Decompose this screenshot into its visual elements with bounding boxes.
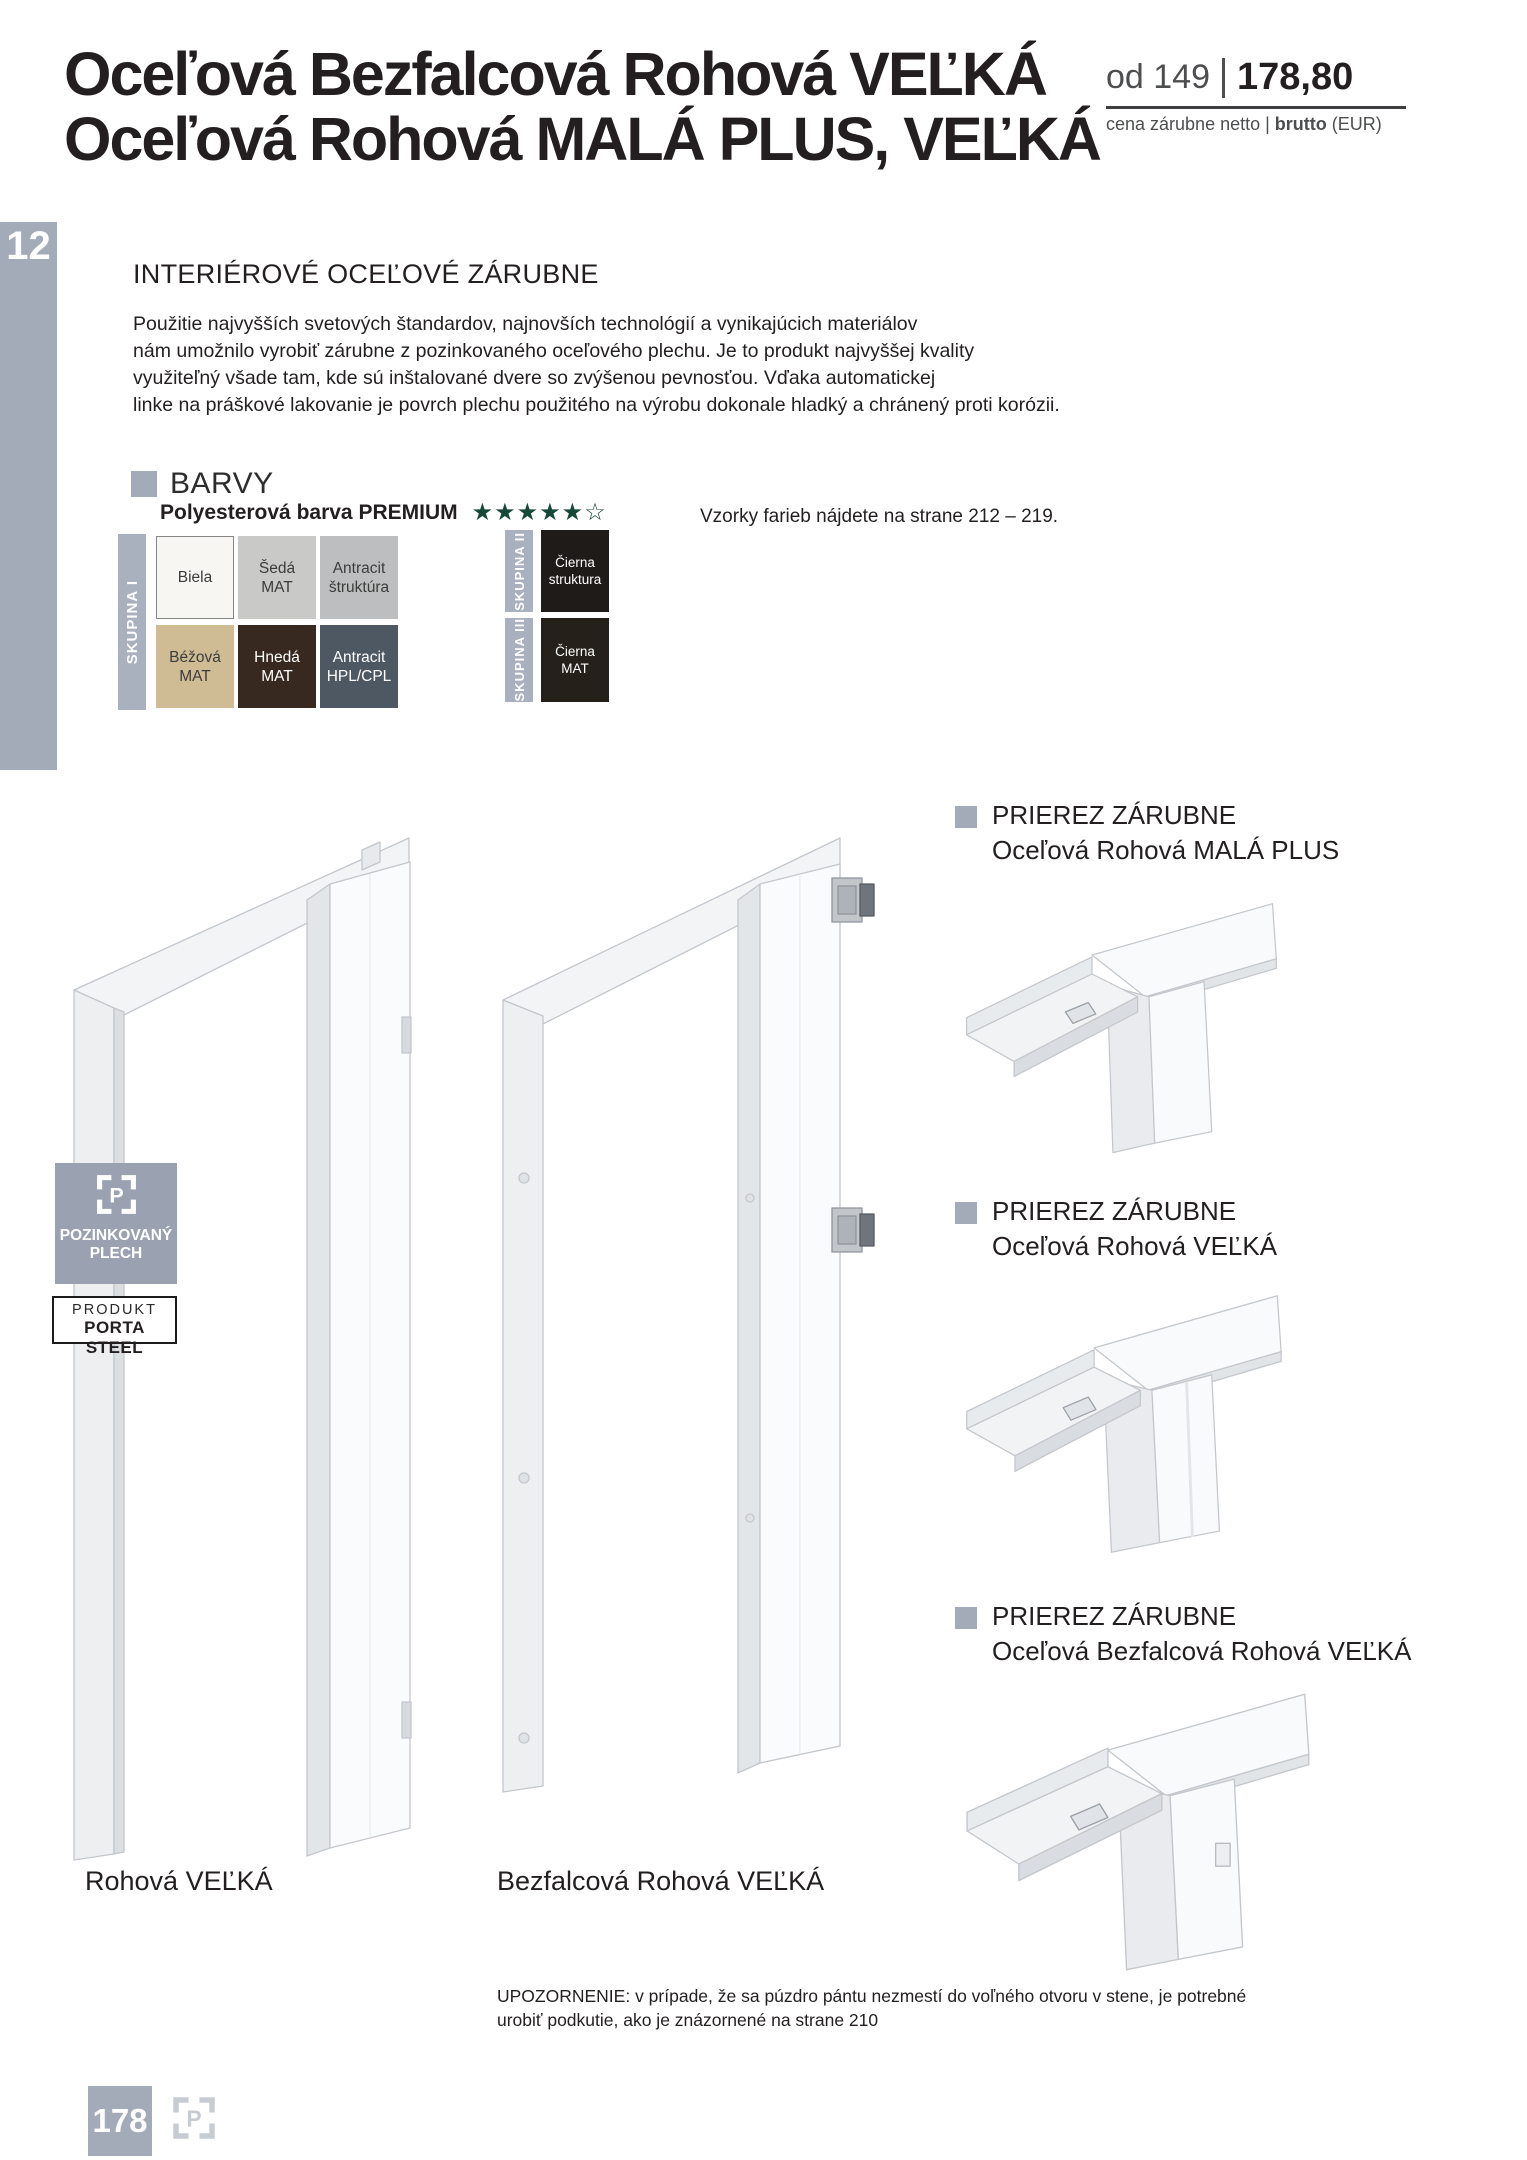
hinge-icon <box>832 878 874 922</box>
intro-line: využiteľný všade tam, kde sú inštalované dvere so zvýšenou pevnosťou. Vďaka automatickej <box>133 367 936 389</box>
chapter-tab: 12 <box>0 222 57 770</box>
product-box-line-2: PORTA STEEL <box>84 1318 145 1357</box>
group-bar-skupina-3 <box>505 618 533 702</box>
prierez-heading: PRIEREZ ZÁRUBNE <box>992 1196 1237 1226</box>
group-bar-skupina-2 <box>505 530 533 612</box>
warning-note <box>497 1984 1246 2032</box>
group-bar-skupina-1 <box>118 534 146 710</box>
square-bullet-icon <box>955 1607 977 1629</box>
product-box-line-1: PRODUKT <box>72 1302 157 1318</box>
pozinkovany-plech-badge <box>55 1163 177 1284</box>
section-diagram-mala-plus <box>948 898 1293 1164</box>
color-swatch-antracit-struktura <box>320 536 398 619</box>
intro-line: nám umožnilo vyrobiť zárubne z pozinkovaného oceľového plechu. Je to produkt najvyššej kvality <box>133 340 975 362</box>
price-divider <box>1106 106 1406 109</box>
swatch-label: Antracit <box>332 648 386 666</box>
prierez-section-2-heading <box>992 1194 1277 1264</box>
price-netto: od 149 <box>1106 58 1210 96</box>
swatch-label: Antracit <box>332 559 386 577</box>
price-brutto: 178,80 <box>1237 56 1354 98</box>
swatch-label: MAT <box>261 578 293 596</box>
warning-line-1: UPOZORNENIE: v prípade, že sa púzdro pántu nezmestí do voľného otvoru v stene, je potrebné <box>497 1986 1247 2006</box>
color-swatch-biela <box>156 536 234 619</box>
star-empty: ☆ <box>584 499 607 526</box>
price-caption-post: (EUR) <box>1326 114 1382 134</box>
frame-illustration-bezfalcova-rohova-velka <box>488 818 893 1796</box>
swatch-label: MAT <box>561 661 589 676</box>
price-separator <box>1222 58 1225 98</box>
produkt-porta-steel-box <box>52 1296 177 1357</box>
price-caption <box>1106 114 1406 135</box>
color-swatch-hneda-mat <box>238 625 316 708</box>
color-samples-note: Vzorky farieb nájdete na strane 212 – 219. <box>700 506 1059 527</box>
prierez-section-1-heading <box>992 798 1339 868</box>
prierez-heading: PRIEREZ ZÁRUBNE <box>992 800 1237 830</box>
color-swatch-antracit-hpl <box>320 625 398 708</box>
swatch-label: Šedá <box>258 559 296 577</box>
badge-line-2: PLECH <box>89 1245 143 1262</box>
swatch-label: Béžová <box>169 648 221 666</box>
intro-line: linke na práškové lakovanie je povrch plechu použitého na výrobu dokonale hladký a chránený proti korózii. <box>133 394 1060 416</box>
logo-letter: P <box>186 2105 202 2132</box>
swatch-label: Čierna <box>555 555 595 570</box>
swatch-label: MAT <box>261 667 293 685</box>
prierez-section-3-heading <box>992 1599 1411 1669</box>
intro-line: Použitie najvyšších svetových štandardov, najnovších technológií a vynikajúcich materiálov <box>133 313 918 335</box>
star-rating-icon <box>472 501 607 525</box>
group-bar-label: SKUPINA I <box>123 579 141 665</box>
square-bullet-icon <box>131 471 157 497</box>
color-swatch-bezova-mat <box>156 625 234 708</box>
porta-p-logo-icon <box>94 1172 139 1217</box>
prierez-subtitle: Oceľová Rohová MALÁ PLUS <box>992 835 1340 865</box>
color-swatch-cierna-mat <box>541 618 609 702</box>
swatch-label: HPL/CPL <box>326 667 392 685</box>
color-swatch-cierna-struktura <box>541 530 609 612</box>
page-title-line-1: Oceľová Bezfalcová Rohová VEĽKÁ <box>64 40 1046 108</box>
prierez-subtitle: Oceľová Rohová VEĽKÁ <box>992 1231 1278 1261</box>
hinge-icon <box>832 1208 874 1252</box>
swatch-label: struktura <box>548 572 602 587</box>
colors-heading: BARVY <box>170 467 274 500</box>
group-bar-label: SKUPINA III <box>511 618 527 702</box>
price-row <box>1106 56 1406 99</box>
section-diagram-rohova-velka <box>948 1290 1298 1560</box>
group-bar-label: SKUPINA II <box>511 531 527 611</box>
page-number: 178 <box>88 2086 152 2156</box>
price-caption-bold: brutto <box>1274 114 1327 134</box>
section-heading: INTERIÉROVÉ OCEĽOVÉ ZÁRUBNE <box>133 259 599 289</box>
figure-label-left: Rohová VEĽKÁ <box>85 1866 273 1896</box>
badge-text <box>55 1227 177 1263</box>
swatch-label: Čierna <box>555 644 595 659</box>
figure-label-middle: Bezfalcová Rohová VEĽKÁ <box>497 1866 825 1896</box>
warning-line-2: urobiť podkutie, ako je znázornené na strane 210 <box>497 2010 879 2030</box>
swatch-label: MAT <box>179 667 211 685</box>
price-caption-pre: cena zárubne netto | <box>1106 114 1275 134</box>
square-bullet-icon <box>955 1202 977 1224</box>
square-bullet-icon <box>955 806 977 828</box>
intro-paragraph <box>133 311 1060 419</box>
footer-porta-logo-icon <box>170 2094 218 2147</box>
prierez-subtitle: Oceľová Bezfalcová Rohová VEĽKÁ <box>992 1636 1412 1666</box>
page-title-line-2: Oceľová Rohová MALÁ PLUS, VEĽKÁ <box>64 105 1100 173</box>
color-swatch-seda-mat <box>238 536 316 619</box>
swatch-label: Biela <box>177 569 213 586</box>
swatch-label: Hnedá <box>254 648 300 666</box>
stars-filled: ★★★★★ <box>471 499 585 526</box>
premium-label: Polyesterová barva PREMIUM <box>160 501 458 524</box>
badge-line-1: POZINKOVANÝ <box>59 1227 173 1244</box>
swatch-label: štruktúra <box>328 578 390 596</box>
price-block <box>1106 56 1406 135</box>
colors-heading-row <box>131 467 274 501</box>
page-title <box>64 42 1100 172</box>
section-diagram-bezfalcova-rohova-velka <box>945 1688 1333 1978</box>
premium-color-row <box>160 501 607 525</box>
logo-letter: P <box>108 1183 124 1208</box>
prierez-heading: PRIEREZ ZÁRUBNE <box>992 1601 1237 1631</box>
